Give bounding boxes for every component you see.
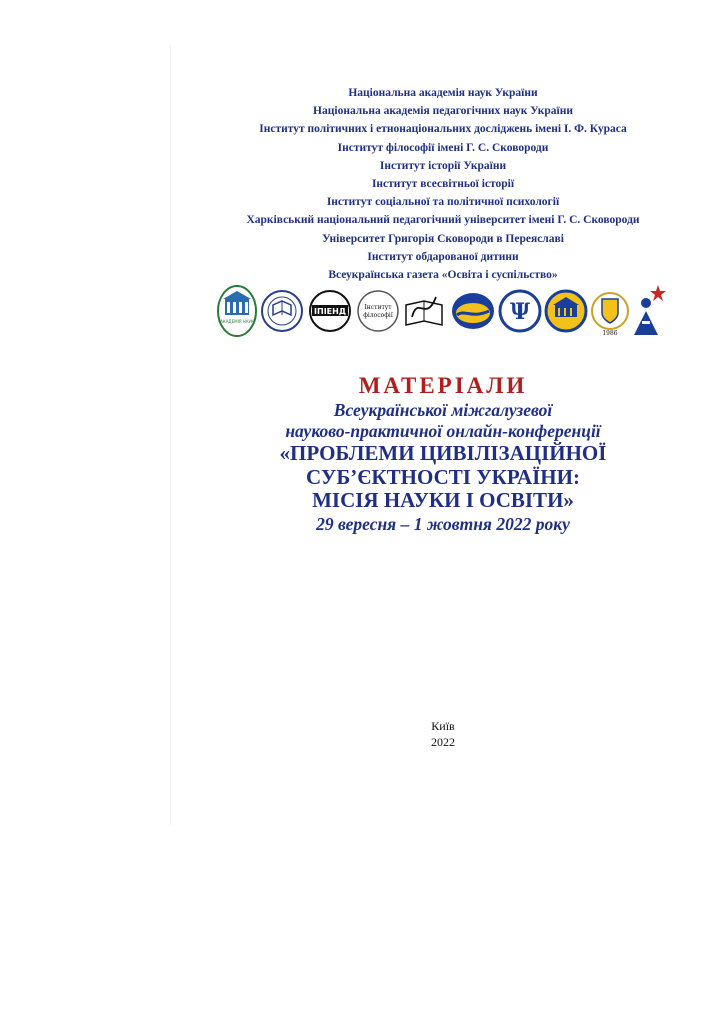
- wave-emblem-logo-icon: [450, 283, 496, 339]
- document-title: МАТЕРІАЛИ: [358, 373, 528, 398]
- svg-text:1986: 1986: [602, 330, 618, 337]
- institution-line: Інститут обдарованої дитини: [367, 250, 519, 263]
- svg-text:Інститут: Інститут: [364, 304, 392, 311]
- institution-line: Всеукраїнська газета «Освіта і суспільство»: [328, 269, 558, 282]
- psi-logo-icon: [498, 283, 542, 339]
- institution-line: Інститут всесвітньої історії: [371, 178, 515, 191]
- title-block: [170, 372, 716, 535]
- imprint-year: 2022: [431, 735, 455, 749]
- svg-text:філософії: філософії: [363, 312, 393, 319]
- imprint-city: Київ: [431, 719, 455, 733]
- svg-text:АКАДЕМІЯ НАУК: АКАДЕМІЯ НАУК: [220, 319, 254, 324]
- ipiend-logo-icon: [308, 283, 352, 339]
- institution-line: Національна академія наук України: [348, 87, 538, 99]
- institution-line: Інститут історії України: [379, 159, 507, 172]
- university-building-logo-icon: [544, 283, 588, 339]
- shield-crest-logo-icon: [590, 283, 630, 341]
- book-seal-logo-icon: [260, 283, 304, 339]
- institution-line: Інститут політичних і етнонаціональних досліджень імені І. Ф. Кураса: [259, 123, 627, 136]
- conference-dates: 29 вересня – 1 жовтня 2022 року: [316, 513, 570, 534]
- institution-line: Національна академія педагогічних наук України: [313, 105, 573, 118]
- imprint: [170, 718, 716, 750]
- conference-name-line: СУБ’ЄКТНОСТІ УКРАЇНИ:: [306, 464, 580, 489]
- institutions-list: [170, 84, 716, 284]
- svg-text:ІПІЕНД: ІПІЕНД: [314, 307, 346, 316]
- conference-name-line: «ПРОБЛЕМИ ЦИВІЛІЗАЦІЙНОЇ: [279, 441, 607, 465]
- institution-line: Університет Григорія Сковороди в Переяславі: [322, 232, 564, 245]
- svg-text:Ψ: Ψ: [509, 299, 531, 325]
- star-figure-logo-icon: [628, 283, 668, 341]
- institution-line: Інститут філософії імені Г. С. Сковороди: [337, 141, 549, 154]
- academy-building-logo-icon: [216, 283, 258, 339]
- conference-name-line: МІСІЯ НАУКИ І ОСВІТИ»: [312, 488, 574, 512]
- logo-strip: [216, 283, 668, 341]
- institution-line: Харківський національний педагогічний університет імені Г. С. Сковороди: [246, 214, 640, 227]
- signature-book-logo-icon: [402, 283, 446, 339]
- subtitle-line: науково-практичної онлайн-конференції: [285, 421, 601, 441]
- subtitle-line: Всеукраїнської міжгалузевої: [333, 400, 553, 420]
- institute-philosophy-logo-icon: [356, 283, 400, 339]
- institution-line: Інститут соціальної та політичної психології: [326, 196, 560, 209]
